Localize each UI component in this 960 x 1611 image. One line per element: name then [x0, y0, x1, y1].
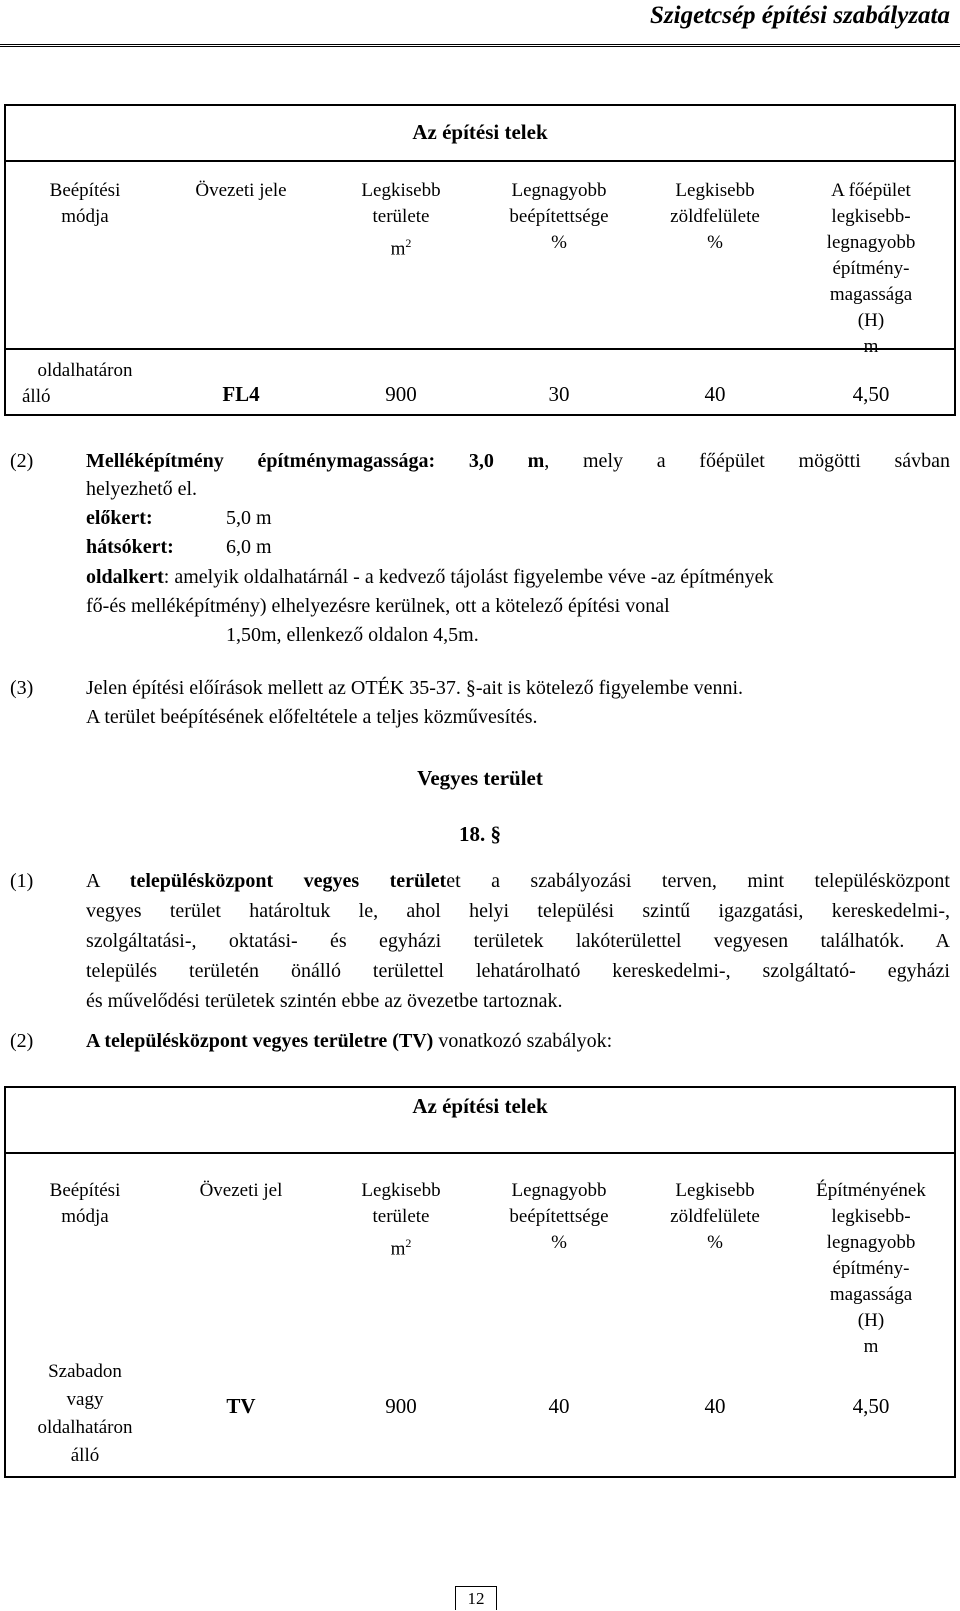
column-header-min-area: Legkisebb területe $m^2$: [326, 1178, 476, 1262]
table-title-rule: [6, 1152, 954, 1154]
document-header-title: Szigetcsép építési szabályzata: [650, 2, 950, 29]
column-header-building-mode: Beépítési módja: [49, 180, 121, 227]
cell-min-green: 40: [704, 1394, 726, 1418]
unit-m2: $m^2$: [390, 1236, 412, 1260]
section-3-number: (3): [10, 677, 34, 699]
cell-height: 4,50: [852, 382, 890, 406]
side-yard-line-2: fő-és melléképítmény) elhelyezésre kerülnek, ott a kötelező építési vonal: [86, 595, 670, 617]
zoning-table-fl4: [4, 104, 956, 416]
table-title: Az építési telek: [412, 120, 548, 144]
table-title: Az építési telek: [412, 1094, 548, 1118]
front-yard-label: előkert:: [86, 507, 153, 529]
cell-min-area: 900: [385, 382, 417, 406]
cell-max-built: 30: [548, 382, 570, 406]
unit-m2: $m^2$: [390, 236, 412, 260]
section-2-number: (2): [10, 450, 34, 472]
cell-min-green: 40: [704, 382, 726, 406]
zoning-table-tv: [4, 1086, 956, 1478]
column-header-building-mode: Beépítési módja: [49, 1180, 121, 1227]
cell-zone-code: TV: [226, 1394, 256, 1418]
cell-min-area: 900: [385, 1394, 417, 1418]
section-3-line-1: Jelen építési előírások mellett az OTÉK 35-37. §-ait is kötelező figyelembe venni.: [86, 677, 744, 699]
table-header-rule: [6, 348, 954, 350]
para-1-line-5: és művelődési területek szintén ebbe az övezetbe tartoznak.: [86, 990, 563, 1012]
para-2-number: (2): [10, 1030, 34, 1052]
paragraph-number: 18. §: [459, 822, 501, 846]
column-header-min-area: Legkisebb területe $m^2$: [326, 178, 476, 262]
header-rule: [0, 44, 960, 47]
side-yard-line-3: 1,50m, ellenkező oldalon 4,5m.: [226, 624, 479, 646]
side-yard-line-1: oldalkert: amelyik oldalhatárnál - a kedvező tájolást figyelembe véve -az építmények: [86, 566, 774, 588]
page-number: 12: [467, 1589, 485, 1608]
table-title-rule: [6, 160, 954, 162]
column-header-height: Építményének legkisebb- legnagyobb építmény- magassága (H) m: [816, 1180, 926, 1357]
section-2-line-2: helyezhető el.: [86, 478, 198, 500]
column-header-zone-code: Övezeti jele: [195, 180, 287, 201]
para-1-line-1: A településközpont vegyes területet a szabályozási terven, mint településközpont: [86, 870, 950, 892]
column-header-zone-code: Övezeti jel: [199, 1180, 283, 1201]
rear-yard-value: 6,0 m: [226, 536, 272, 558]
front-yard-value: 5,0 m: [226, 507, 272, 529]
para-2-text: A településközpont vegyes területre (TV) vonatkozó szabályok:: [86, 1030, 613, 1052]
cell-building-mode: oldalhatáron álló: [22, 360, 133, 407]
para-1-line-4: település területén önálló területtel lehatárolható kereskedelmi-, szolgáltató- egyházi: [86, 960, 950, 982]
cell-height: 4,50: [852, 1394, 890, 1418]
para-1-line-2: vegyes terület határoltuk le, ahol helyi települési szintű igazgatási, kereskedelmi-,: [86, 900, 950, 922]
para-1-line-3: szolgáltatási-, oktatási- és egyházi területek lakóterülettel vegyesen találhatók. A: [86, 930, 950, 952]
cell-building-mode: Szabadon vagy oldalhatáron álló: [37, 1361, 133, 1466]
para-1-number: (1): [10, 870, 34, 892]
column-header-max-built-ratio: Legnagyobb beépítettsége %: [509, 1180, 609, 1253]
column-header-height: A főépület legkisebb- legnagyobb építmény- magassága (H) m: [826, 180, 916, 357]
section-heading: Vegyes terület: [417, 766, 543, 790]
rear-yard-label: hátsókert:: [86, 536, 174, 558]
page-number-box: [455, 1586, 497, 1610]
cell-zone-code: FL4: [222, 382, 260, 406]
section-3-line-2: A terület beépítésének előfeltétele a teljes közművesítés.: [86, 706, 538, 728]
column-header-min-green: Legkisebb zöldfelülete %: [670, 1180, 760, 1253]
section-2-line-1: Melléképítmény építménymagassága: 3,0 m, mely a főépület mögötti sávban: [86, 450, 950, 472]
column-header-min-green: Legkisebb zöldfelülete %: [670, 180, 760, 253]
cell-max-built: 40: [548, 1394, 570, 1418]
column-header-max-built-ratio: Legnagyobb beépítettsége %: [509, 180, 609, 253]
